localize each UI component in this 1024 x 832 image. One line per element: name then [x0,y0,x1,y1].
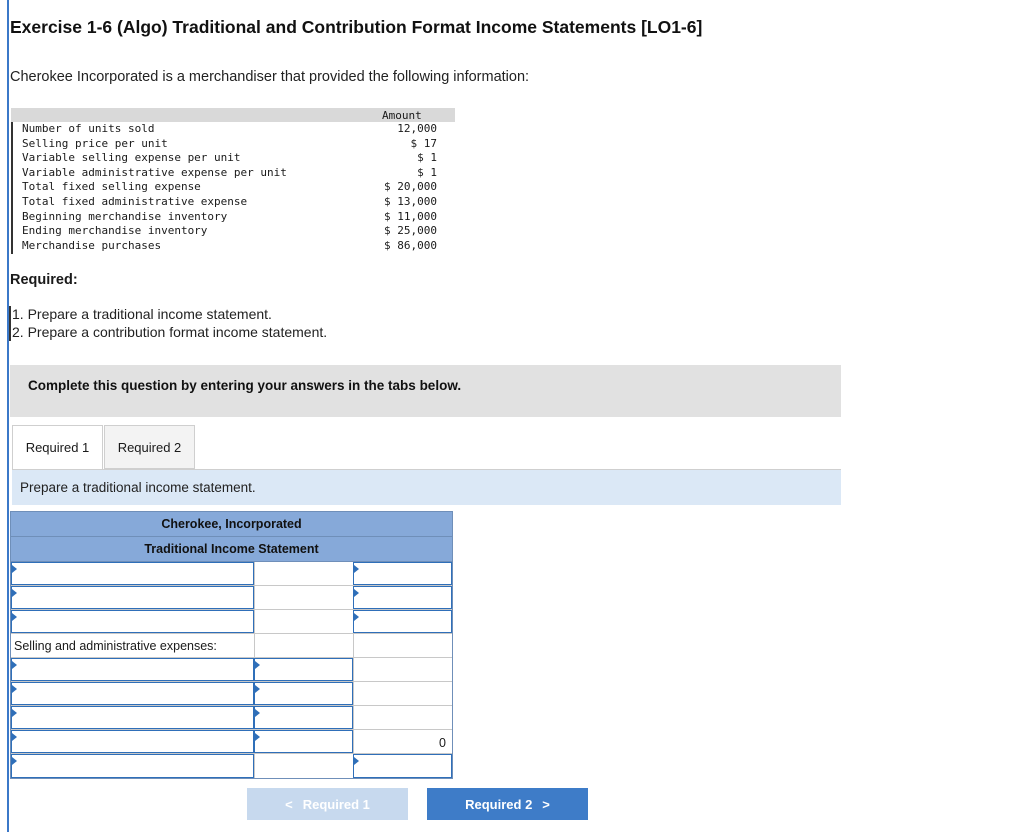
amount-cell [254,562,353,585]
next-button-label: Required 2 [465,796,533,812]
statement-row [11,586,452,610]
total-cell [353,634,452,657]
row-label: Beginning merchandise inventory [22,209,228,223]
table-row [11,166,455,181]
amount-cell [254,634,353,657]
amount-input[interactable] [254,658,353,681]
row-value: $ 86,000 [384,238,437,252]
line-item-input[interactable] [11,682,254,705]
amount-cell [254,610,353,633]
amount-input[interactable] [254,682,353,705]
amount-header: Amount [382,109,422,122]
line-item-input[interactable] [11,754,254,778]
table-row [11,239,455,254]
statement-row [11,754,452,778]
left-border [7,0,9,832]
row-label: Total fixed selling expense [22,180,201,194]
row-label: Total fixed administrative expense [22,194,248,208]
table-row [11,195,455,210]
required-list [12,306,327,341]
instruction-banner [10,365,841,417]
sga-label: Selling and administrative expenses: [14,639,217,653]
line-item-input[interactable] [11,658,254,681]
row-value: $ 17 [410,136,437,150]
prompt-bar [12,470,841,505]
next-button[interactable] [427,788,588,820]
income-statement-table [10,511,453,779]
statement-row [11,562,452,586]
row-label: Selling price per unit [22,136,168,150]
statement-row [11,658,452,682]
info-table [11,108,455,253]
row-label: Merchandise purchases [22,238,162,252]
row-label: Number of units sold [22,122,155,135]
statement-name: Traditional Income Statement [11,537,452,562]
row-value: 12,000 [397,122,437,135]
row-value: $ 1 [417,151,437,165]
amount-cell [254,754,353,778]
row-value: $ 11,000 [384,209,437,223]
row-label: Ending merchandise inventory [22,224,208,238]
total-cell [353,658,452,681]
company-name: Cherokee, Incorporated [11,512,452,537]
table-row [11,210,455,225]
prev-button-label: Required 1 [302,796,370,812]
row-value: $ 13,000 [384,194,437,208]
total-input[interactable] [353,754,452,778]
tab-required-2[interactable]: Required 2 [104,425,195,469]
amount-input[interactable] [254,706,353,729]
line-item-input[interactable] [11,562,254,585]
computed-total: 0 [353,730,452,753]
line-item-input[interactable] [11,706,254,729]
line-item-input[interactable] [11,586,254,609]
line-item-input[interactable] [11,610,254,633]
table-row [11,151,455,166]
required-item: 1. Prepare a traditional income statement. [12,306,272,322]
required-border [9,306,11,341]
statement-row [11,610,452,634]
prev-button[interactable] [247,788,408,820]
statement-row [11,682,452,706]
table-row [11,180,455,195]
prompt-text: Prepare a traditional income statement. [20,480,256,495]
row-value: $ 25,000 [384,224,437,238]
row-label: Variable administrative expense per unit [22,165,287,179]
total-input[interactable] [353,610,452,633]
chevron-left-icon: < [285,796,293,812]
table-row [11,122,455,137]
instruction-text: Complete this question by entering your answers in the tabs below. [28,378,462,393]
required-heading: Required: [10,272,78,288]
table-row [11,224,455,239]
amount-input[interactable] [254,730,353,753]
required-item: 2. Prepare a contribution format income statement. [12,323,328,340]
statement-row [11,730,452,754]
total-input[interactable] [353,586,452,609]
intro-text: Cherokee Incorporated is a merchandiser that provided the following information: [10,69,530,85]
info-table-header [11,108,455,122]
total-cell [353,706,452,729]
statement-row [11,706,452,730]
tab-required-1[interactable]: Required 1 [12,425,103,469]
page-title: Exercise 1-6 (Algo) Traditional and Contribution Format Income Statements [LO1-6] [10,17,703,37]
row-label: Variable selling expense per unit [22,151,241,165]
total-cell [353,682,452,705]
row-value: $ 1 [417,165,437,179]
table-row [11,137,455,152]
chevron-right-icon: > [542,796,550,812]
statement-row [11,634,452,658]
line-item-input[interactable] [11,730,254,753]
total-input[interactable] [353,562,452,585]
amount-cell [254,586,353,609]
row-value: $ 20,000 [384,180,437,194]
